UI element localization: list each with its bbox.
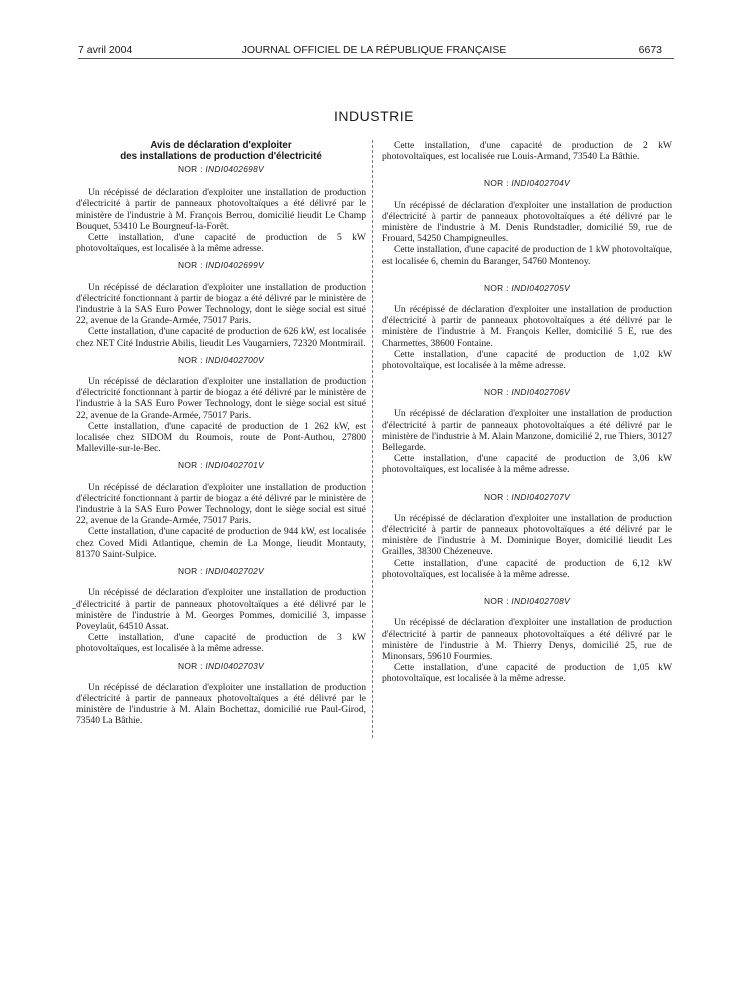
nor-code: INDI0402701V [205, 460, 264, 471]
nor-reference [382, 387, 672, 398]
article-title-line2: des installations de production d'électricité [120, 151, 322, 162]
notice-paragraph: Cette installation, d'une capacité de production de 6,12 kW photovoltaïques, est localisée à la même adresse. [382, 557, 672, 580]
nor-code: INDI0402704V [511, 178, 570, 189]
header-journal-title: JOURNAL OFFICIEL DE LA RÉPUBLIQUE FRANÇAISE [241, 44, 507, 56]
article-title-line1: Avis de déclaration d'exploiter [150, 140, 292, 151]
section-title: INDUSTRIE [334, 108, 414, 124]
notice-paragraph: Cette installation, d'une capacité de production de 2 kW photovoltaïques, est localisée rue Louis-Armand, 73540 La Bâthie. [382, 140, 672, 163]
nor-label: NOR : [178, 460, 203, 471]
nor-label: NOR : [484, 178, 509, 189]
notice-paragraph: Un récépissé de déclaration d'exploiter une installation de production d'électricité à partir de panneaux photovoltaïques a été délivré par le ministère de l'industrie à M. Denis Rundstadler, domicilié 59, rue de Frouard, 54250 Champigneulles. [382, 199, 672, 245]
nor-reference [76, 164, 366, 175]
nor-label: NOR : [484, 596, 509, 607]
nor-reference [382, 178, 672, 189]
nor-code: INDI0402708V [511, 596, 570, 607]
header-date: 7 avril 2004 [78, 44, 133, 56]
nor-code: INDI0402702V [205, 566, 264, 577]
nor-code: INDI0402698V [205, 164, 264, 174]
nor-label: NOR : [484, 282, 509, 293]
notice-paragraph: Cette installation, d'une capacité de production de 1 262 kW, est localisée chez SIDOM du Roumois, route de Pont-Authou, 27800 Malleville-sur-le-Bec. [76, 420, 366, 455]
notice-paragraph: Cette installation, d'une capacité de production de 944 kW, est localisée chez Coved Midi Atlantique, chemin de La Monge, lieudit Montauty, 81370 Saint-Sulpice. [76, 526, 366, 560]
notice-paragraph: Cette installation, d'une capacité de production de 3 kW photovoltaïques, est localisée à la même adresse. [76, 632, 366, 655]
nor-reference [76, 661, 366, 672]
nor-label: NOR : [178, 354, 203, 365]
notice-paragraph: Un récépissé de déclaration d'exploiter une installation de production d'électricité fonctionnant à partir de biogaz a été délivré par le ministère de l'industrie à la SAS Euro Power Technology, dont le siège social est situé 22, avenue de la Grande-Armée, 75017 Paris. [76, 481, 366, 527]
notice-paragraph: Un récépissé de déclaration d'exploiter une installation de production d'électricité à partir de panneaux photovoltaïques a été délivré par le ministère de l'industrie à M. Alain Bochettaz, domicilié rue Paul-Girod, 73540 La Bâthie. [76, 681, 366, 727]
notice-paragraph: Cette installation, d'une capacité de production de 1,02 kW photovoltaïque, est localisée à la même adresse. [382, 348, 672, 372]
notice-paragraph: Cette installation, d'une capacité de production de 1 kW photovoltaïque, est localisée 6, chemin du Baranger, 54760 Montenoy. [382, 244, 672, 267]
notice-paragraph: Cette installation, d'une capacité de production de 626 kW, est localisée chez NET Cité Industrie Abilis, lieudit Les Vaugarniers, 72320 Montmirail. [76, 326, 366, 349]
nor-code: INDI0402707V [511, 491, 570, 502]
notice-paragraph: Cette installation, d'une capacité de production de 1,05 kW photovoltaïque, est localisée à la même adresse. [382, 662, 672, 685]
nor-code: INDI0402699V [205, 260, 264, 271]
left-column [76, 140, 366, 727]
nor-label: NOR : [484, 387, 509, 398]
nor-reference [76, 260, 366, 271]
notice-paragraph: Un récépissé de déclaration d'exploiter une installation de production d'électricité à partir de panneaux photovoltaïques a été délivré par le ministère de l'industrie à M. Thierry Denys, domicilié 25, rue de Minonsars, 59610 Fourmies. [382, 617, 672, 662]
right-column [382, 140, 672, 685]
notice-paragraph: Cette installation, d'une capacité de production de 5 kW photovoltaïques, est localisée à la même adresse. [76, 232, 366, 255]
nor-reference [382, 596, 672, 607]
nor-reference [382, 492, 672, 503]
notice-paragraph: Un récépissé de déclaration d'exploiter une installation de production d'électricité à partir de panneaux photovoltaïques a été délivré par le ministère de l'industrie à M. François Berrou, domicilié lieudit Le Champ Bouquet, 53410 Le Bourgneuf-la-Forêt. [76, 187, 366, 232]
nor-reference [76, 566, 366, 577]
notice-paragraph: Un récépissé de déclaration d'exploiter une installation de production d'électricité fonctionnant à partir de biogaz a été délivré par le ministère de l'industrie à la SAS Euro Power Technology, dont le siège social est situé 22, avenue de la Grande-Armée, 75017 Paris. [76, 376, 366, 421]
nor-label: NOR : [178, 566, 203, 577]
nor-reference [76, 460, 366, 471]
notice-paragraph: Cette installation, d'une capacité de production de 3,06 kW photovoltaïques, est localisée à la même adresse. [382, 453, 672, 476]
notice-paragraph: Un récépissé de déclaration d'exploiter une installation de production d'électricité à partir de panneaux photovoltaïques a été délivré par le ministère de l'industrie à M. Alain Manzone, domicilié 2, rue Thiers, 30127 Bellegarde. [382, 408, 672, 454]
notice-paragraph: Un récépissé de déclaration d'exploiter une installation de production d'électricité à partir de panneaux photovoltaïques a été délivré par le ministère de l'industrie à M. François Keller, domicilié 5 E, rue des Charmettes, 38600 Fontaine. [382, 304, 672, 349]
nor-reference [382, 283, 672, 294]
nor-label: NOR : [484, 491, 509, 502]
nor-label: NOR : [178, 164, 203, 174]
nor-label: NOR : [178, 660, 203, 671]
nor-reference [76, 355, 366, 366]
nor-label: NOR : [178, 260, 203, 271]
nor-code: INDI0402700V [205, 354, 264, 365]
column-divider [372, 140, 373, 738]
header-page-number: 6673 [638, 44, 662, 56]
nor-code: INDI0402703V [205, 660, 264, 671]
notice-paragraph: Un récépissé de déclaration d'exploiter une installation de production d'électricité à partir de panneaux photovoltaïques a été délivré par le ministère de l'industrie à M. Georges Pommes, domicilié 3, impasse Poveylaüt, 64510 Assat. [76, 587, 366, 632]
nor-code: INDI0402706V [511, 387, 570, 398]
notice-paragraph: Un récépissé de déclaration d'exploiter une installation de production d'électricité fonctionnant à partir de biogaz a été délivré par le ministère de l'industrie à la SAS Euro Power Technology, dont le siège social est situé 22, avenue de la Grande-Armée, 75017 Paris. [76, 281, 366, 327]
header-rule [78, 58, 674, 59]
nor-code: INDI0402705V [511, 282, 570, 293]
notice-paragraph: Un récépissé de déclaration d'exploiter une installation de production d'électricité à partir de panneaux photovoltaïques a été délivré par le ministère de l'industrie à M. Dominique Boyer, domicilié lieudit Les Grailles, 38300 Chézeneuve. [382, 512, 672, 558]
